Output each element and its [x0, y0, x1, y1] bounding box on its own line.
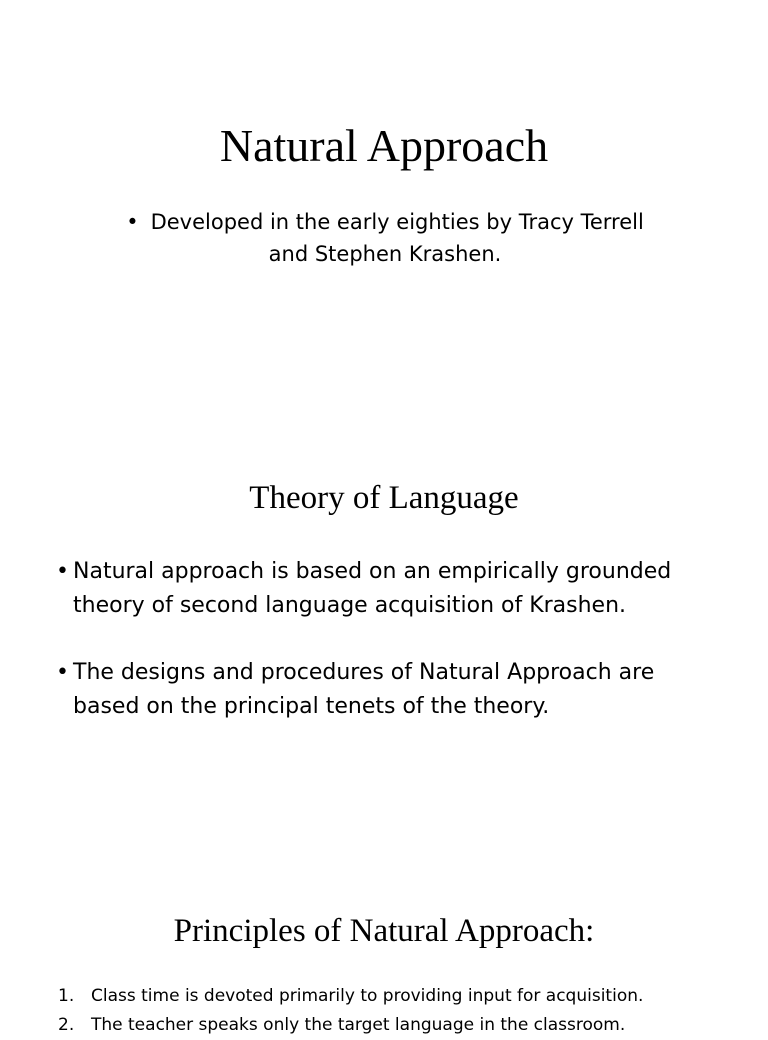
theory-bullet-line-1: Natural approach is based on an empirically grounded: [73, 559, 672, 584]
theory-bullet-item: [56, 555, 736, 623]
intro-bullet: [100, 206, 670, 270]
bullet-dot: •: [56, 559, 69, 584]
theory-bullet-line-2: theory of second language acquisition of Krashen.: [73, 593, 627, 618]
bullet-dot: •: [56, 660, 69, 685]
slide-title-principles: Principles of Natural Approach:: [173, 913, 595, 949]
principle-text: The teacher speaks only the target language in the classroom.: [91, 1015, 626, 1035]
theory-bullet-line-1: The designs and procedures of Natural Approach are: [73, 660, 655, 685]
bullet-dot: •: [126, 210, 139, 234]
intro-bullet-line-1: Developed in the early eighties by Tracy Terrell: [150, 210, 644, 234]
slide-title-theory-of-language: Theory of Language: [249, 480, 519, 516]
theory-bullet-list: [56, 555, 736, 757]
principle-number: 2.: [58, 1015, 75, 1035]
principle-item: [58, 1011, 738, 1040]
slide-title-natural-approach: Natural Approach: [219, 120, 549, 171]
theory-bullet-line-2: based on the principal tenets of the theory.: [73, 694, 550, 719]
intro-bullet-line-2: and Stephen Krashen.: [268, 242, 502, 266]
principle-text: Class time is devoted primarily to providing input for acquisition.: [91, 986, 644, 1006]
principle-item: [58, 982, 738, 1011]
principles-list: [58, 982, 738, 1040]
principle-number: 1.: [58, 986, 75, 1006]
theory-bullet-item: [56, 656, 736, 724]
